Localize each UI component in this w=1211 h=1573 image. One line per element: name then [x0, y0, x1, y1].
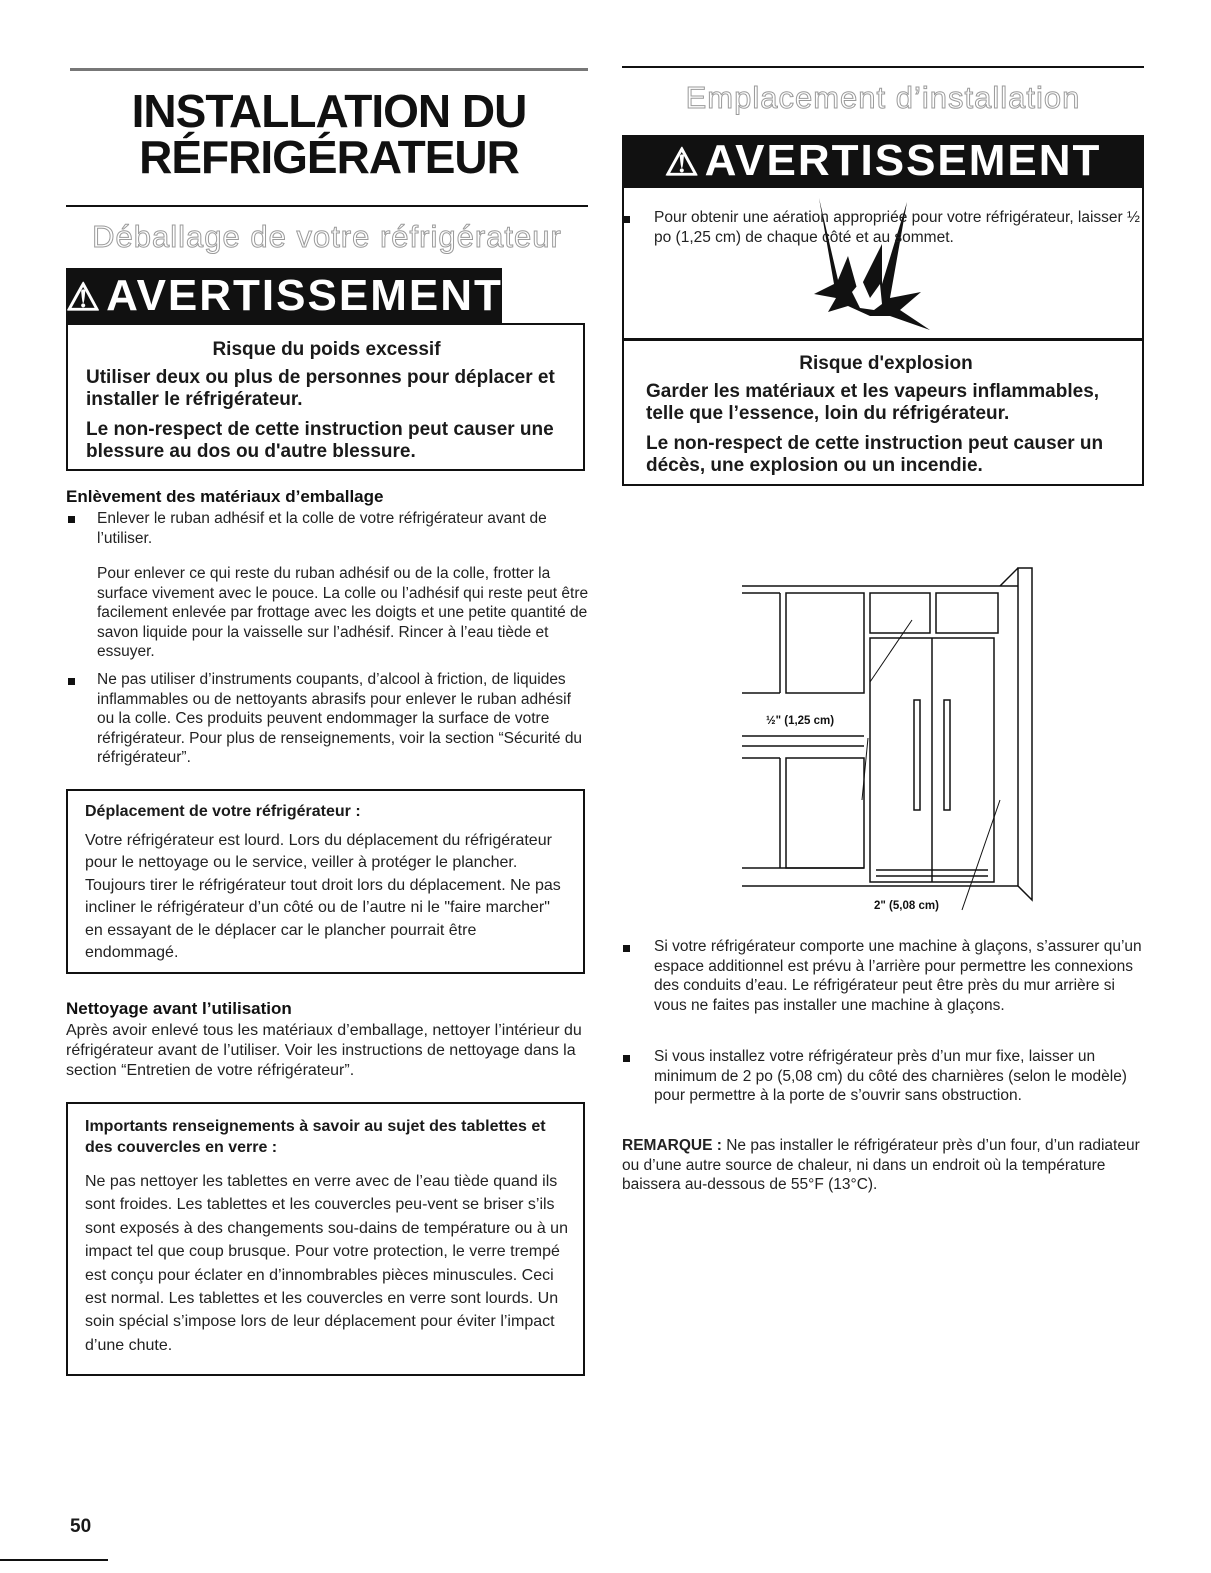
- glass-box-title: Importants renseignements à savoir au sujet des tablettes et des couvercles en verre :: [85, 1118, 546, 1156]
- warning-triangle-icon: ⚠: [66, 277, 103, 319]
- cleaning-text: Après avoir enlevé tous les matériaux d’emballage, nettoyer l’intérieur du réfrigérateur avant de l’utiliser. Voir les instructions de nettoyage dans la section “Entretien de votre réfrigérateur”.: [66, 1022, 582, 1079]
- heading-packing-removal: Enlèvement des matériaux d’emballage: [66, 487, 384, 506]
- warning-box-explosion: [622, 338, 1144, 486]
- remarque-label: REMARQUE :: [622, 1137, 722, 1154]
- remarque-note: [622, 1136, 1146, 1195]
- square-bullet-icon: [623, 945, 630, 952]
- title-rule: [66, 205, 588, 207]
- moving-box-title: Déplacement de votre réfrigérateur :: [85, 803, 361, 820]
- clearance-diagram: [700, 560, 1040, 920]
- glass-info-box: [66, 1102, 585, 1376]
- warning-consequence: Le non-respect de cette instruction peut causer une blessure au dos ou d'autre blessure.: [86, 419, 554, 462]
- moving-box-text: Votre réfrigérateur est lourd. Lors du déplacement du réfrigérateur pour le nettoyage ou le service, veiller à protéger le plancher. Toujours tirer le réfrigérateur tout droit lors du déplacement. Ne pas incliner le réfrigérateur d’un côté ou de l’autre ni le "faire marcher" en essayant de le déplacer car le plancher pourrait être endommagé.: [85, 832, 561, 962]
- remarque-text: Ne pas installer le réfrigérateur près d’un four, d’un radiateur ou d’une autre source de chaleur, ni dans un endroit où la température baissera au-dessous de 55°F (13°C).: [622, 1137, 1140, 1193]
- section-heading-unpacking: Déballage de votre réfrigérateur: [92, 219, 562, 254]
- section-heading-location: Emplacement d’installation: [685, 80, 1081, 115]
- square-bullet-icon: [623, 216, 630, 223]
- location-bullet-3: Si vous installez votre réfrigérateur près d’un mur fixe, laisser un minimum de 2 po (5,08 cm) du côté des charnières (selon le modèle) pour permettre à la porte de s’ouvrir sans obstruction.: [654, 1048, 1127, 1104]
- warning-box-weight: [66, 323, 585, 471]
- warning-triangle-icon: ⚠: [664, 142, 701, 184]
- location-bullet-1: Pour obtenir une aération appropriée pour votre réfrigérateur, laisser ½ po (1,25 cm) de chaque côté et au sommet.: [654, 209, 1140, 246]
- removal-bullet-2: Ne pas utiliser d’instruments coupants, d’alcool à friction, de liquides inflammables ou de nettoyants abrasifs pour enlever le ruban adhésif ou la colle. Ces produits peuvent endommager la surface de votre réfrigérateur. Pour plus de renseignements, voir la section “Sécurité du réfrigérateur”.: [97, 671, 583, 766]
- warning-instruction: Utiliser deux ou plus de personnes pour déplacer et installer le réfrigérateur.: [86, 367, 555, 410]
- warning-banner-label: AVERTISSEMENT: [704, 136, 1102, 185]
- top-rule-left: [70, 68, 588, 71]
- warning-banner-left: [66, 268, 502, 323]
- warning-banner-label: AVERTISSEMENT: [106, 271, 503, 320]
- footer-rule: [0, 1559, 108, 1561]
- square-bullet-icon: [68, 516, 75, 523]
- square-bullet-icon: [623, 1055, 630, 1062]
- page-number: 50: [70, 1516, 92, 1537]
- clearance-label-top: ½" (1,25 cm): [766, 715, 835, 727]
- warning-risk-title: Risque d'explosion: [799, 353, 973, 374]
- removal-paragraph: Pour enlever ce qui reste du ruban adhésif ou de la colle, frotter la surface vivement avec le pouce. La colle ou l’adhésif qui reste peut être facilement enlevée par frottage avec les doigts et une petite quantité de savon liquide pour la vaisselle sur l’adhésif. Rincer à l’eau tiède et essuyer.: [97, 565, 589, 660]
- removal-bullet-1: Enlever le ruban adhésif et la colle de votre réfrigérateur avant de l’utiliser.: [97, 510, 547, 547]
- warning-instruction: Garder les matériaux et les vapeurs inflammables, telle que l’essence, loin du réfrigérateur.: [646, 381, 1100, 424]
- warning-risk-title: Risque du poids excessif: [212, 339, 441, 360]
- main-title-line2: RÉFRIGÉRATEUR: [139, 131, 519, 183]
- square-bullet-icon: [68, 678, 75, 685]
- main-title: [70, 85, 588, 183]
- heading-cleaning: Nettoyage avant l’utilisation: [66, 999, 292, 1018]
- top-rule-right: [622, 66, 1144, 68]
- location-bullet-2: Si votre réfrigérateur comporte une machine à glaçons, s’assurer qu’un espace additionnel est prévu à l’arrière pour permettre les connexions des conduits d’eau. Le réfrigérateur peut être près du mur arrière si vous ne faites pas installer une machine à glaçons.: [654, 938, 1142, 1014]
- clearance-label-bottom: 2" (5,08 cm): [874, 900, 939, 912]
- main-title-line1: INSTALLATION DU: [131, 85, 527, 137]
- moving-info-box: [66, 789, 585, 974]
- glass-box-text: Ne pas nettoyer les tablettes en verre avec de l’eau tiède quand ils sont froides. Les tablettes et les couvercles peu-vent se briser s’ils sont exposés à des changements sou-dains de température ou à un impact tel que coup brusque. Pour votre protection, le verre trempé est conçu pour éclater en d’innombrables pièces minuscules. Ceci est normal. Les tablettes et les couvercles en verre sont lourds. Un soin spécial s’impose lors de leur déplacement pour éviter l’impact d’une chute.: [85, 1173, 568, 1354]
- warning-banner-right: [622, 135, 1144, 187]
- warning-consequence: Le non-respect de cette instruction peut causer un décès, une explosion ou un incendie.: [646, 433, 1104, 476]
